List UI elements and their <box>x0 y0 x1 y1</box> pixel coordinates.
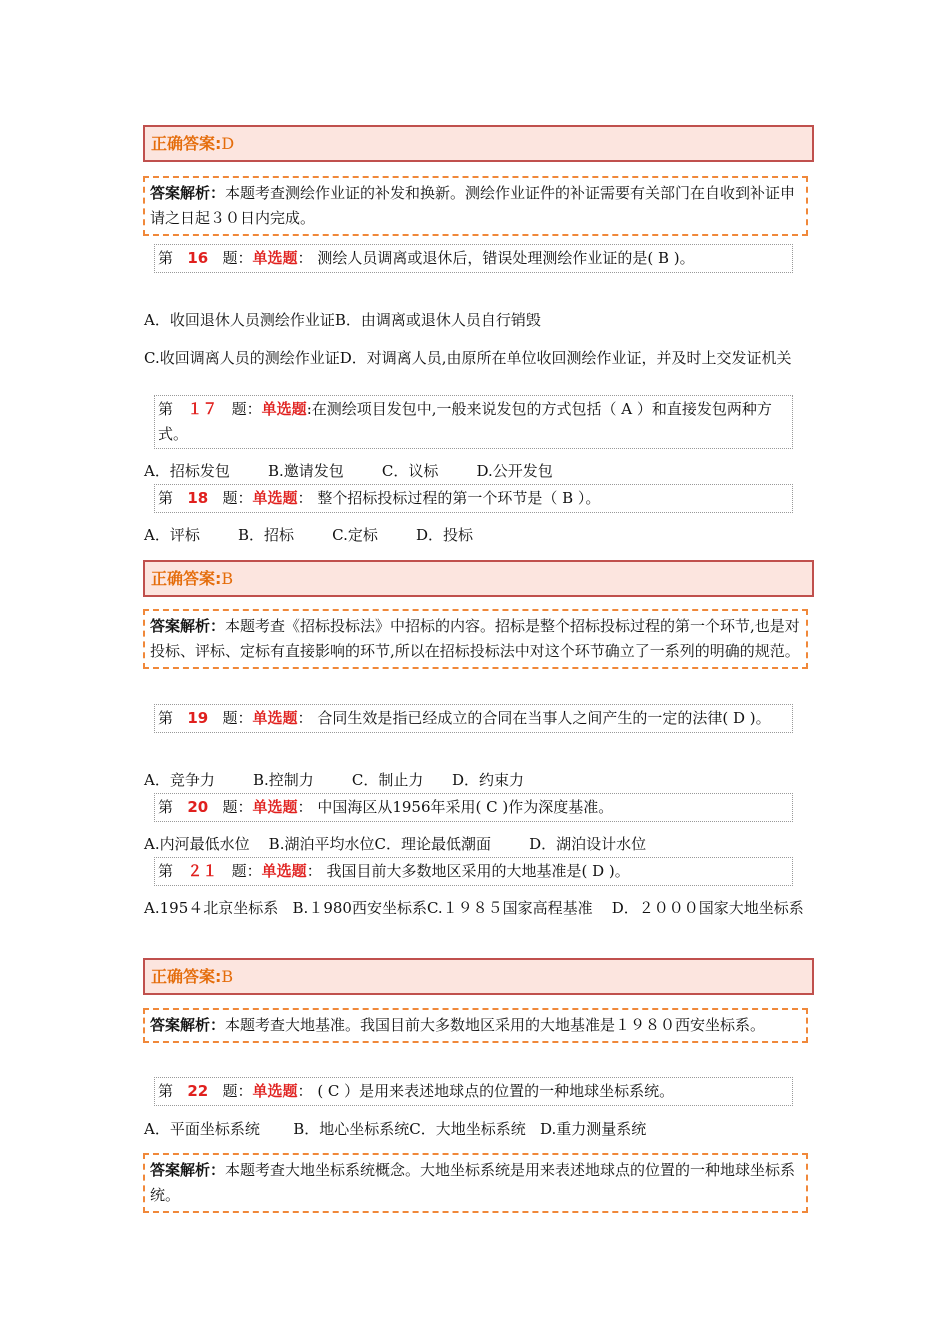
correct-answer-box <box>143 560 814 597</box>
question-type: 单选题 <box>252 709 298 727</box>
correct-answer-box <box>143 958 814 995</box>
question-21 <box>154 857 793 886</box>
explanation-text: 本题考查《招标投标法》中招标的内容。招标是整个招标投标过程的第一个环节,也是对投标、评标、定标有直接影响的环节,所以在招标投标法中对这个环节确立了一系列的明确的规范。 <box>150 617 800 660</box>
question-20 <box>154 793 793 822</box>
question-text: ： 测绘人员调离或退休后，错误处理测绘作业证的是( B )。 <box>297 249 695 267</box>
explanation-text: 本题考查大地坐标系统概念。大地坐标系统是用来表述地球点的位置的一种地球坐标系统。 <box>150 1161 796 1204</box>
question-mid: 题： <box>222 249 253 267</box>
answer-explanation-box <box>143 1153 808 1213</box>
question-mid: 题： <box>231 400 262 418</box>
question-number: 16 <box>187 249 209 267</box>
question-type: 单选题 <box>261 400 307 418</box>
question-type: 单选题 <box>252 249 298 267</box>
question-prefix: 第 <box>158 400 174 418</box>
question-16 <box>154 244 793 273</box>
question-text: ： ( C ）是用来表述地球点的位置的一种地球坐标系统。 <box>297 1082 675 1100</box>
question-type: 单选题 <box>261 862 307 880</box>
question-type: 单选题 <box>252 489 298 507</box>
question-number: ２１ <box>187 862 218 880</box>
question-prefix: 第 <box>158 709 174 727</box>
question-prefix: 第 <box>158 798 174 816</box>
question-type: 单选题 <box>252 798 298 816</box>
question-22 <box>154 1077 793 1106</box>
question-number: 18 <box>187 489 209 507</box>
question-number: 19 <box>187 709 209 727</box>
question-text: ： 合同生效是指已经成立的合同在当事人之间产生的一定的法律( D )。 <box>297 709 771 727</box>
question-text: ： 我国目前大多数地区采用的大地基准是( D )。 <box>306 862 630 880</box>
options-19: A．竞争力 B.控制力 C．制止力 D．约束力 <box>144 771 525 789</box>
options-20: A.内河最低水位 B.湖泊平均水位C．理论最低潮面 D．湖泊设计水位 <box>144 835 647 853</box>
question-number: 22 <box>187 1082 209 1100</box>
question-mid: 题： <box>222 709 253 727</box>
explanation-label: 答案解析： <box>150 184 226 202</box>
correct-answer-box <box>143 125 814 162</box>
question-text: ： 中国海区从1956年采用( C )作为深度基准。 <box>297 798 614 816</box>
options-16-line1: A．收回退休人员测绘作业证B．由调离或退休人员自行销毁 <box>144 311 541 329</box>
question-mid: 题： <box>231 862 262 880</box>
question-mid: 题： <box>222 1082 253 1100</box>
options-17: A．招标发包 B.邀请发包 C．议标 D.公开发包 <box>144 462 553 480</box>
question-19 <box>154 704 793 733</box>
question-prefix: 第 <box>158 249 174 267</box>
question-17 <box>154 395 793 449</box>
question-18 <box>154 484 793 513</box>
answer-explanation-box <box>143 176 808 236</box>
question-number: 20 <box>187 798 209 816</box>
explanation-label: 答案解析： <box>150 1161 226 1179</box>
correct-answer-value: D <box>221 134 235 153</box>
answer-explanation-box <box>143 609 808 669</box>
question-text: ： 整个招标投标过程的第一个环节是（ B ）。 <box>297 489 601 507</box>
question-text: :在测绘项目发包中,一般来说发包的方式包括（ A ）和直接发包两种方式。 <box>158 400 772 443</box>
question-prefix: 第 <box>158 1082 174 1100</box>
explanation-label: 答案解析： <box>150 617 226 635</box>
options-16-line2: C.收回调离人员的测绘作业证D．对调离人员,由原所在单位收回测绘作业证，并及时上交发证机关 <box>144 349 792 367</box>
correct-answer-value: B <box>221 967 234 986</box>
question-mid: 题： <box>222 798 253 816</box>
question-number: １７ <box>187 400 218 418</box>
question-mid: 题： <box>222 489 253 507</box>
question-prefix: 第 <box>158 862 174 880</box>
explanation-label: 答案解析： <box>150 1016 226 1034</box>
question-type: 单选题 <box>252 1082 298 1100</box>
explanation-text: 本题考查测绘作业证的补发和换新。测绘作业证件的补证需要有关部门在自收到补证申请之日起３０日内完成。 <box>150 184 796 227</box>
correct-answer-label: 正确答案: <box>151 967 222 986</box>
correct-answer-label: 正确答案: <box>151 134 222 153</box>
explanation-text: 本题考查大地基准。我国目前大多数地区采用的大地基准是１９８０西安坐标系。 <box>225 1016 766 1034</box>
options-22: A．平面坐标系统 B．地心坐标系统C．大地坐标系统 D.重力测量系统 <box>144 1120 647 1138</box>
answer-explanation-box <box>143 1008 808 1043</box>
question-prefix: 第 <box>158 489 174 507</box>
correct-answer-value: B <box>221 569 234 588</box>
options-21: A.195４北京坐标系 B.１980西安坐标系C.１９８５国家高程基准 D．２０００国家大地坐标系 <box>144 899 804 917</box>
options-18: A．评标 B．招标 C.定标 D．投标 <box>144 526 474 544</box>
correct-answer-label: 正确答案: <box>151 569 222 588</box>
